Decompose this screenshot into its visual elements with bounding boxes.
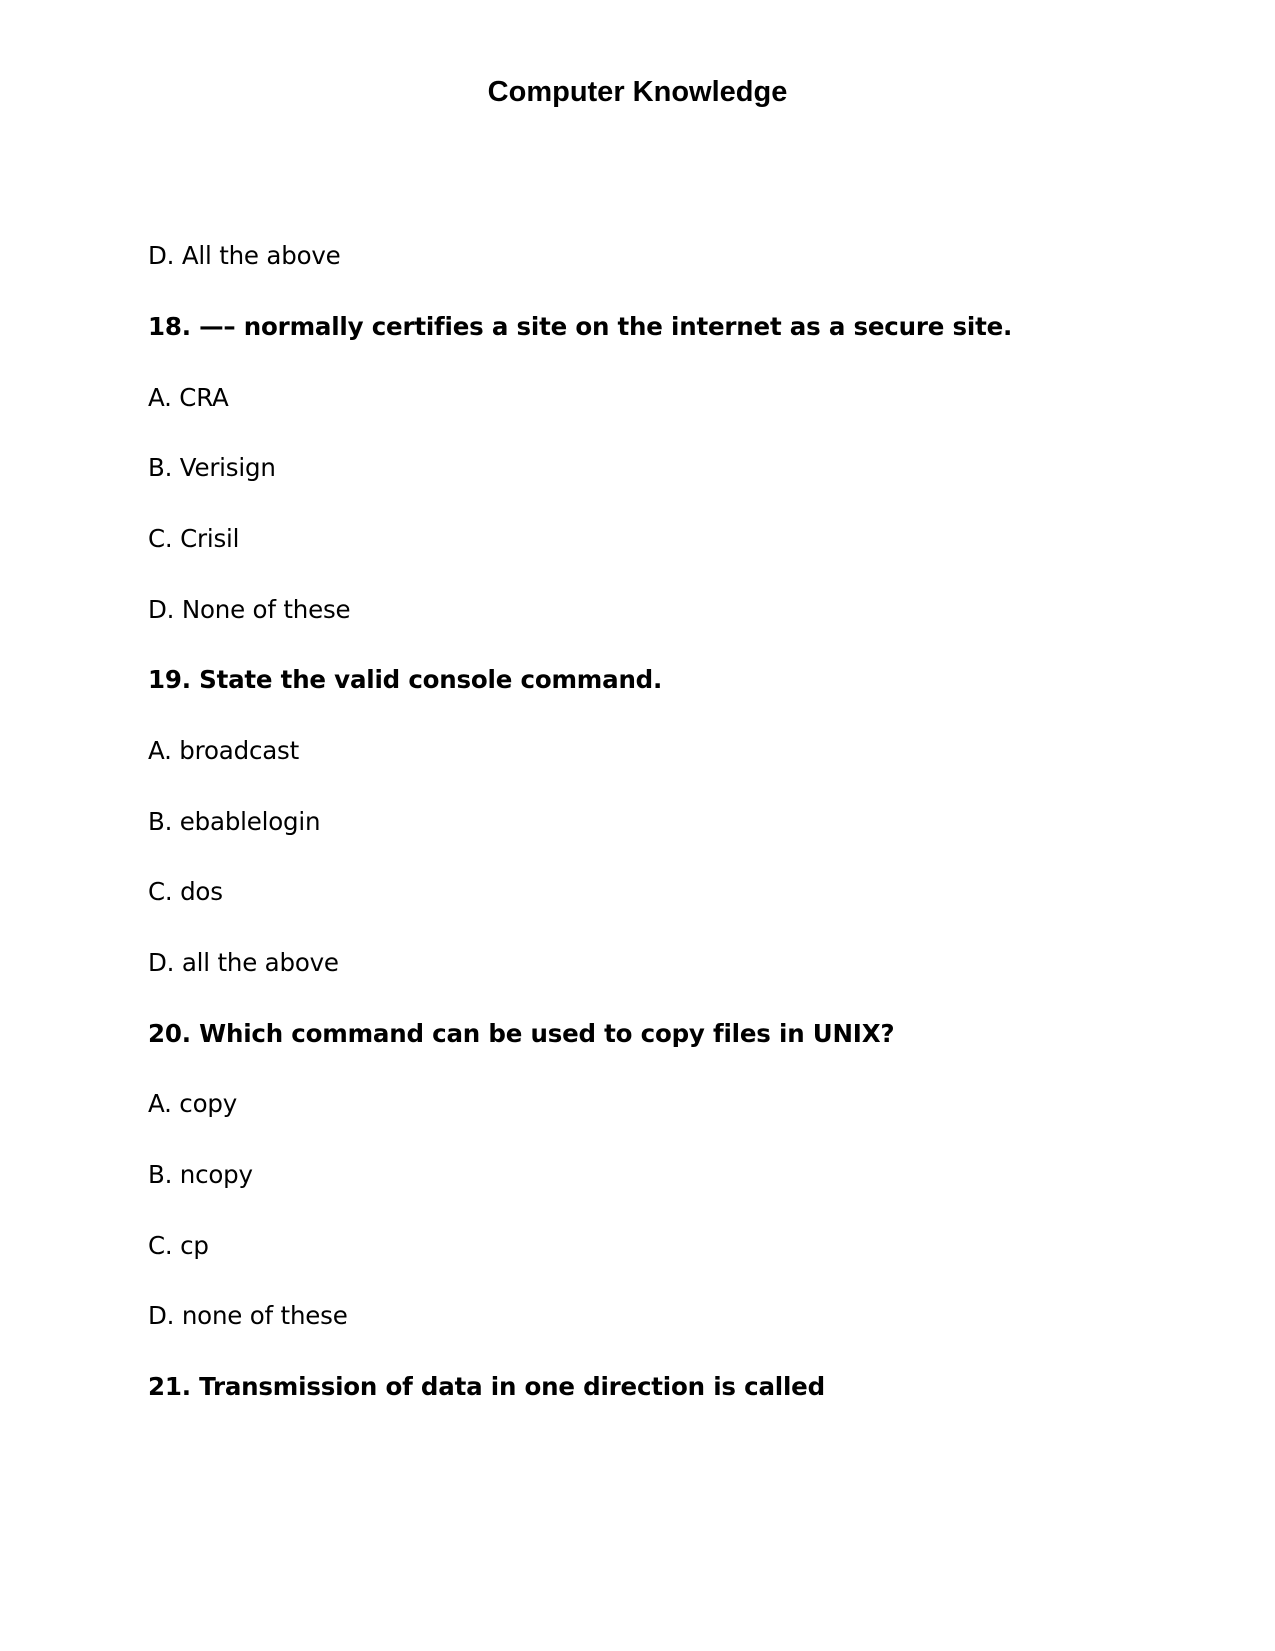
question-20: 20. Which command can be used to copy files in UNIX? <box>148 1019 895 1048</box>
option-20-d: D. none of these <box>148 1301 348 1330</box>
option-20-b: B. ncopy <box>148 1160 253 1189</box>
option-18-c: C. Crisil <box>148 524 240 553</box>
option-19-c: C. dos <box>148 877 223 906</box>
option-20-a: A. copy <box>148 1089 238 1118</box>
option-18-d: D. None of these <box>148 595 351 624</box>
option-18-b: B. Verisign <box>148 453 276 482</box>
page-title: Computer Knowledge <box>487 76 788 108</box>
option-20-c: C. cp <box>148 1231 209 1260</box>
question-18: 18. —– normally certifies a site on the internet as a secure site. <box>148 312 1013 341</box>
option-18-a: A. CRA <box>148 383 229 412</box>
option-19-d: D. all the above <box>148 948 339 977</box>
option-17-d: D. All the above <box>148 241 341 270</box>
option-19-a: A. broadcast <box>148 736 300 765</box>
question-19: 19. State the valid console command. <box>148 665 663 694</box>
question-21: 21. Transmission of data in one direction is called <box>148 1372 825 1401</box>
option-19-b: B. ebablelogin <box>148 807 321 836</box>
